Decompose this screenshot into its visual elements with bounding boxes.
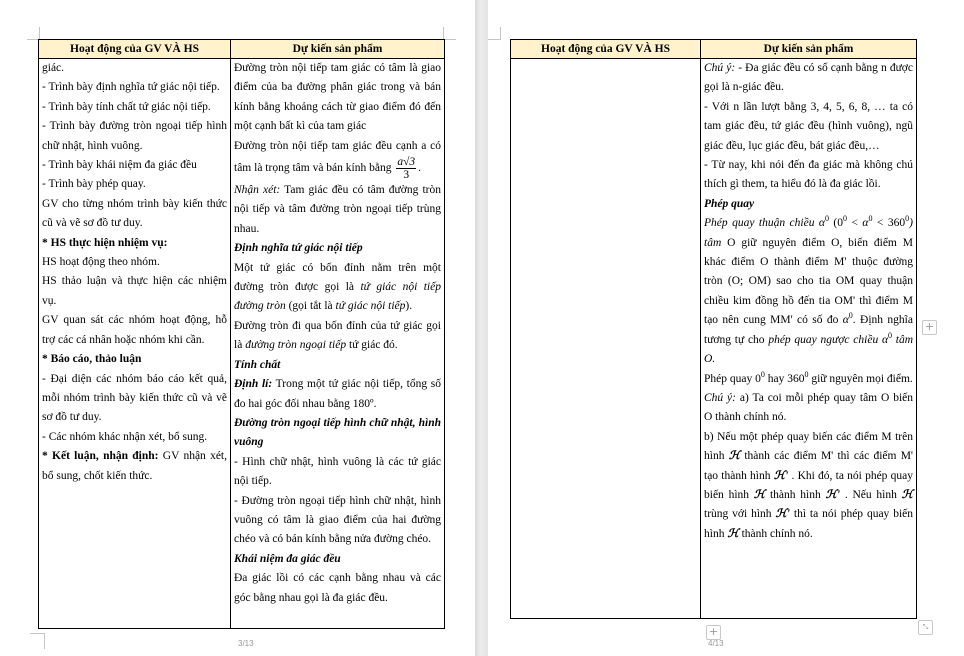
text-run: b) Nếu một phép quay biến các điểm M trên hình: [704, 430, 913, 463]
paragraph: [42, 234, 227, 253]
text-run: Đường tròn ngoại tiếp hình chữ nhật, hình vuông: [234, 416, 441, 449]
text-run: . Khi đó, ta nói phép quay biến hình: [704, 469, 913, 501]
text-run: thành chính nó.: [738, 527, 813, 540]
text-run: HS hoạt động theo nhóm.: [42, 256, 160, 269]
text-run: tâm O.: [704, 333, 914, 366]
crop-mark: [488, 27, 501, 40]
activity-cell[interactable]: [39, 59, 231, 629]
text-run: - Đường tròn ngoại tiếp hình chữ nhật, hình vuông có tâm là giao điểm của hai đường chéo và có bán kính bằng nửa đường chéo.: [234, 494, 441, 546]
text-run: O giữ nguyên điểm O, biến điểm M khác điểm O thành điểm M' thuộc đường tròn (O; OM) sao cho tia OM quay thuận chiều kim đồng hồ đến tia OM' thì điểm M tạo nên cung MM' có số đo: [704, 236, 913, 327]
text-run: 0: [905, 214, 910, 224]
text-run: Phép quay 0: [704, 372, 761, 385]
text-run: ℋ: [728, 450, 741, 463]
text-run: * Báo cáo, thảo luận: [42, 353, 142, 366]
paragraph: [42, 117, 227, 156]
text-run: Định nghĩa tứ giác nội tiếp: [234, 242, 363, 255]
paragraph: [42, 370, 227, 428]
text-run: tứ giác nội tiếp: [335, 300, 406, 313]
text-run: α: [862, 217, 869, 230]
text-run: * Kết luận, nhận định:: [42, 450, 159, 463]
text-run: ℋ': [825, 488, 841, 501]
text-run: hay 360: [764, 372, 805, 385]
text-run: ℋ': [773, 469, 789, 482]
text-run: ).: [405, 300, 413, 313]
text-run: - Đa giác đều có số cạnh bằng n được gọi là n-giác đều.: [704, 62, 913, 94]
text-run: Khái niệm đa giác đều: [234, 552, 341, 565]
text-run: - Các nhóm khác nhận xét, bổ sung.: [42, 430, 208, 443]
expand-icon: ⤡: [922, 623, 929, 631]
text-run: Chú ý:: [704, 391, 736, 404]
paragraph: [234, 356, 441, 375]
paragraph: [234, 137, 441, 181]
text-run: GV cho từng nhóm trình bày kiến thức cũ và vẽ sơ đồ tư duy.: [42, 197, 227, 230]
paragraph: [42, 253, 227, 272]
text-run: Đường tròn đi qua bốn đỉnh của tứ giác gọi là: [234, 319, 441, 352]
paragraph: [234, 181, 441, 239]
text-run: ℋ: [727, 527, 739, 540]
text-run: α: [842, 314, 849, 327]
add-page-button[interactable]: [706, 625, 721, 640]
text-run: Đa giác lồi có các cạnh bằng nhau và các góc bằng nhau gọi là đa giác đều.: [234, 572, 441, 604]
text-run: Đường tròn nội tiếp tam giác đều cạnh a có tâm là trọng tâm và bán kính bằng: [234, 139, 441, 175]
text-run: Tam giác đều có tâm đường tròn nội tiếp và tâm đường tròn ngoại tiếp trùng nhau.: [234, 184, 441, 235]
text-run: - Hình chữ nhật, hình vuông là các tứ giác nội tiếp.: [234, 455, 441, 488]
text-run: thành hình: [765, 488, 826, 501]
paragraph: [234, 453, 441, 492]
paragraph: [704, 389, 913, 428]
paragraph: [234, 239, 441, 258]
paragraph: [42, 156, 227, 175]
text-run: Định lí:: [234, 378, 273, 391]
document-page-4: [488, 0, 964, 656]
text-run: Một tứ giác có bốn đỉnh nằm trên một đường tròn được gọi là: [234, 261, 441, 294]
paragraph: [42, 175, 227, 194]
paragraph: [234, 492, 441, 550]
paragraph: [234, 569, 441, 608]
text-run: giữ nguyên mọi điểm.: [808, 372, 913, 385]
text-run: .: [418, 162, 422, 175]
table-row: [511, 59, 917, 619]
paragraph: [42, 350, 227, 369]
paragraph: [234, 414, 441, 453]
text-run: Phép quay: [704, 197, 755, 210]
paragraph: [42, 195, 227, 234]
lesson-table: [510, 39, 917, 619]
text-run: GV nhận xét, bổ sung, chốt kiến thức.: [42, 450, 228, 482]
paragraph: [42, 59, 227, 78]
plus-icon: +: [924, 320, 935, 333]
text-run: giác.: [42, 62, 65, 74]
text-run: - Trình bày tính chất tứ giác nội tiếp.: [42, 100, 211, 113]
text-run: <: [847, 217, 863, 230]
text-run: . Nếu hình: [840, 488, 902, 501]
text-run: ℋ': [775, 508, 790, 521]
header-activity: Hoạt động của GV VÀ HS: [511, 40, 701, 59]
plus-icon: +: [708, 625, 719, 638]
text-run: tứ giác đó.: [346, 339, 398, 352]
product-cell[interactable]: [701, 59, 917, 619]
paragraph: [42, 78, 227, 97]
denominator: 3: [403, 169, 410, 182]
page-number: 3/13: [238, 639, 254, 648]
text-run: (0: [828, 217, 844, 230]
page-gap: [475, 0, 488, 656]
text-run: - Trình bày đường tròn ngoại tiếp hình chữ nhật, hình vuông.: [42, 120, 227, 152]
text-run: ℋ: [753, 488, 766, 501]
activity-cell[interactable]: [511, 59, 701, 619]
text-run: GV quan sát các nhóm hoạt động, hỗ trợ các cá nhân hoặc nhóm khi cần.: [42, 314, 227, 346]
paragraph: [234, 259, 441, 317]
paragraph: [234, 375, 441, 414]
paragraph: [704, 370, 913, 389]
paragraph: [42, 272, 227, 311]
header-product: Dự kiến sản phẩm: [701, 40, 917, 59]
text-run: < 360: [872, 217, 906, 230]
numerator: a√3: [397, 156, 416, 169]
text-run: (gọi tắt là: [285, 300, 336, 313]
text-run: thì ta nói phép quay biến hình: [704, 508, 913, 540]
text-run: 0: [848, 311, 853, 321]
text-run: Phép quay thuận chiều: [704, 217, 819, 230]
text-run: α: [818, 217, 825, 230]
text-run: ) tâm: [704, 217, 913, 249]
fraction: [396, 156, 416, 181]
crop-mark: [30, 633, 45, 649]
text-run: 0: [824, 214, 829, 224]
table-row: [39, 59, 445, 629]
text-run: đường tròn ngoại tiếp: [245, 339, 347, 352]
header-product: Dự kiến sản phẩm: [231, 40, 445, 59]
paragraph: [704, 156, 913, 195]
text-run: 0: [868, 214, 873, 224]
paragraph: [704, 195, 913, 214]
text-run: . Định nghĩa tương tự cho: [704, 314, 913, 346]
paragraph: [234, 59, 441, 137]
text-run: ℋ: [901, 488, 913, 501]
paragraph: [42, 428, 227, 447]
table-header-row: [39, 40, 445, 59]
document-page-3: [0, 0, 475, 656]
table-header-row: [511, 40, 917, 59]
paragraph: [704, 214, 913, 369]
text-run: - Đại diện các nhóm báo cáo kết quả, mỗi nhóm trình bày kiến thức cũ và vẽ sơ đồ tư duy.: [42, 372, 227, 424]
resize-handle[interactable]: [918, 620, 933, 635]
text-run: phép quay ngược chiều: [768, 333, 882, 346]
text-run: - Trình bày định nghĩa tứ giác nội tiếp.: [42, 81, 220, 94]
text-run: 0: [888, 330, 892, 340]
text-run: tứ giác nội tiếp đường tròn: [234, 281, 441, 313]
paragraph: [234, 550, 441, 569]
text-run: a) Ta coi mỗi phép quay tâm O biến O thành chính nó.: [704, 391, 913, 424]
paragraph: [42, 447, 227, 486]
paragraph: [42, 311, 227, 350]
text-run: 0: [760, 369, 765, 379]
page-number: 4/13: [708, 639, 724, 648]
text-run: Chú ý:: [704, 62, 736, 74]
text-run: thành các điểm M' thì các điểm M' tạo thành hình: [704, 450, 913, 482]
text-run: - Với n lần lượt bằng 3, 4, 5, 6, 8, … ta có tam giác đều, tứ giác đều (hình vuông), ngũ giác đều, lục giác đều, bát giác đều,…: [704, 100, 913, 152]
text-run: Đường tròn nội tiếp tam giác có tâm là giao điểm của ba đường phân giác trong và bán kính bằng khoảng cách từ giao điểm đó đến một cạnh bất kì của tam giác: [234, 62, 441, 133]
text-run: 0: [843, 214, 848, 224]
paragraph: [704, 59, 913, 98]
header-activity: Hoạt động của GV VÀ HS: [39, 40, 231, 59]
text-run: - Trình bày phép quay.: [42, 178, 146, 191]
add-column-button[interactable]: [922, 320, 937, 335]
text-run: Tính chất: [234, 358, 281, 371]
text-run: 0: [804, 369, 809, 379]
text-run: * HS thực hiện nhiệm vụ:: [42, 236, 168, 249]
text-run: HS thảo luận và thực hiện các nhiệm vụ.: [42, 275, 227, 307]
lesson-table: [38, 39, 445, 629]
text-run: trùng với hình: [704, 508, 776, 521]
paragraph: [42, 98, 227, 117]
product-cell[interactable]: [231, 59, 445, 629]
text-run: - Trình bày khái niệm đa giác đều: [42, 159, 197, 172]
text-run: Trong một tứ giác nội tiếp, tổng số đo hai góc đối nhau bằng 180º.: [234, 378, 441, 410]
paragraph: [704, 98, 913, 156]
paragraph: [704, 428, 913, 544]
paragraph: [234, 317, 441, 356]
text-run: Nhận xét:: [234, 184, 281, 197]
text-run: - Từ nay, khi nói đến đa giác mà không chú thích gì them, ta hiểu đó là đa giác lồi.: [704, 159, 913, 191]
text-run: α: [881, 333, 888, 346]
